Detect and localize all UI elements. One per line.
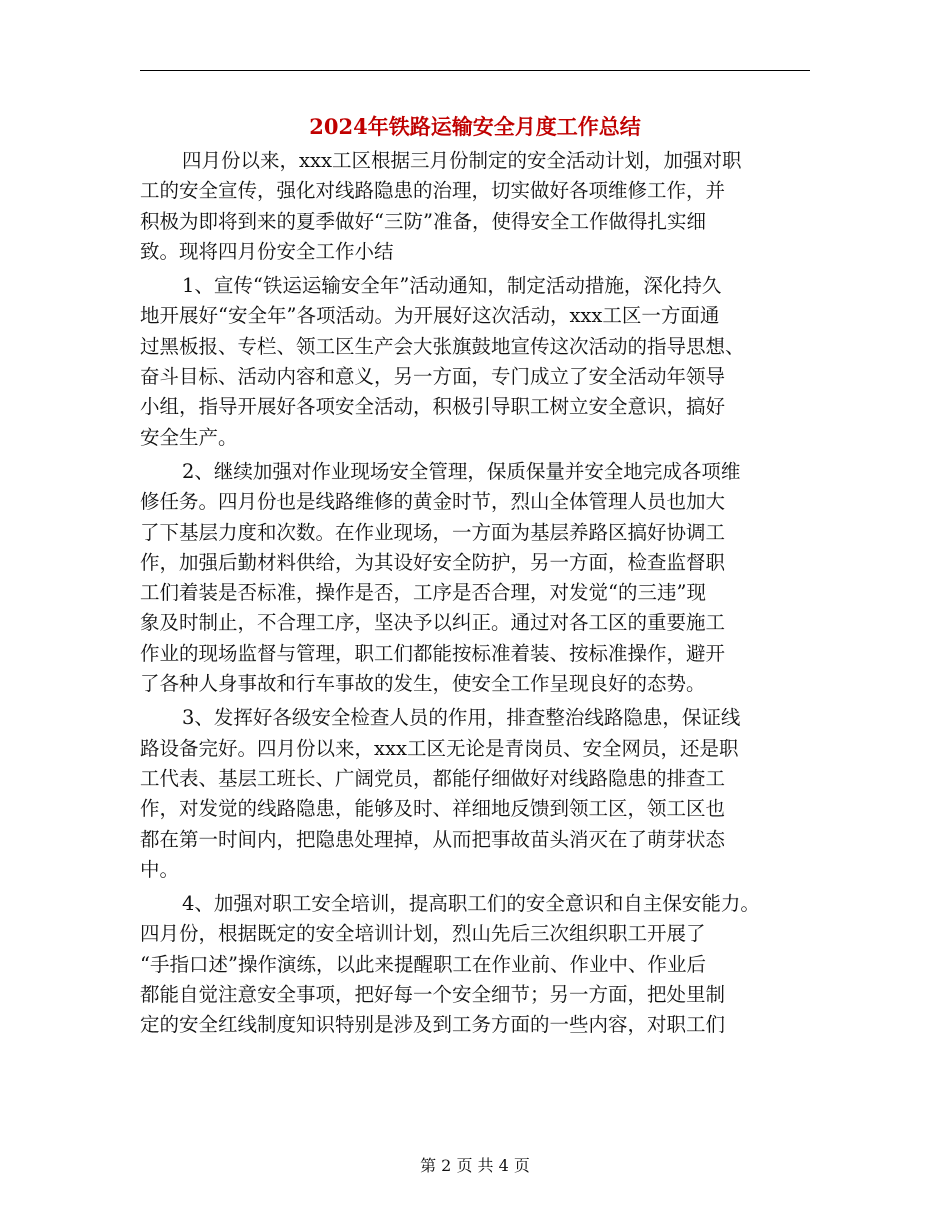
text-line: 地开展好“安全年”各项活动。为开展好这次活动，xxx工区一方面通 <box>140 304 720 328</box>
text-line: 作，加强后勤材料供给，为其设好安全防护，另一方面，检查监督职 <box>140 550 726 574</box>
text-line: 工的安全宣传，强化对线路隐患的治理，切实做好各项维修工作，并 <box>140 179 726 203</box>
text-line: 安全生产。 <box>140 425 238 449</box>
text-line: 奋斗目标、活动内容和意义，另一方面，专门成立了安全活动年领导 <box>140 365 726 389</box>
text-line: 中。 <box>140 857 180 881</box>
paragraph-intro <box>140 146 820 267</box>
text-line: 2、继续加强对作业现场安全管理，保质保量并安全地完成各项维 <box>182 459 741 483</box>
text-line: 定的安全红线制度知识特别是涉及到工务方面的一些内容，对职工们 <box>140 1013 726 1037</box>
text-line: 路设备完好。四月份以来，xxx工区无论是青岗员、安全网员，还是职 <box>140 736 739 760</box>
paragraph-item-3 <box>140 703 820 885</box>
text-line: 致。现将四月份安全工作小结 <box>140 239 394 263</box>
text-line: 作业的现场监督与管理，职工们都能按标准着装、按标准操作，避开 <box>140 641 726 665</box>
text-line: 了各种人身事故和行车事故的发生，使安全工作呈现良好的态势。 <box>140 672 706 696</box>
text-line: 工代表、基层工班长、广阔党员，都能仔细做好对线路隐患的排查工 <box>140 766 726 790</box>
text-line: 工们着装是否标准，操作是否，工序是否合理，对发觉“的三违”现 <box>140 581 706 605</box>
text-line: 都在第一时间内，把隐患处理掉，从而把事故苗头消灭在了萌芽状态 <box>140 827 726 851</box>
page-number-footer: 第 2 页 共 4 页 <box>420 1156 530 1175</box>
text-line: 修任务。四月份也是线路维修的黄金时节，烈山全体管理人员也加大 <box>140 490 726 514</box>
text-line: 过黑板报、专栏、领工区生产会大张旗鼓地宣传这次活动的指导思想、 <box>140 334 745 358</box>
document-title: 2024年铁路运输安全月度工作总结 <box>309 114 641 139</box>
header-rule <box>140 70 810 71</box>
text-line: “手指口述”操作演练，以此来提醒职工在作业前、作业中、作业后 <box>140 952 706 976</box>
text-line: 都能自觉注意安全事项，把好每一个安全细节；另一方面，把处里制 <box>140 983 726 1007</box>
text-line: 4、加强对职工安全培训，提高职工们的安全意识和自主保安能力。 <box>182 892 760 916</box>
paragraph-item-2 <box>140 457 820 699</box>
text-line: 作，对发觉的线路隐患，能够及时、祥细地反馈到领工区，领工区也 <box>140 797 726 821</box>
text-line: 小组，指导开展好各项安全活动，积极引导职工树立安全意识，搞好 <box>140 395 726 419</box>
document-body <box>140 146 820 1045</box>
text-line: 象及时制止，不合理工序，坚决予以纠正。通过对各工区的重要施工 <box>140 611 726 635</box>
paragraph-item-1 <box>140 271 820 453</box>
text-line: 积极为即将到来的夏季做好“三防”准备，使得安全工作做得扎实细 <box>140 209 706 233</box>
text-line: 四月份以来，xxx工区根据三月份制定的安全活动计划，加强对职 <box>182 149 742 172</box>
text-line: 3、发挥好各级安全检查人员的作用，排查整治线路隐患，保证线 <box>182 706 741 730</box>
text-line: 1、宣传“铁运运输安全年”活动通知，制定活动措施，深化持久 <box>182 274 722 298</box>
paragraph-item-4 <box>140 889 820 1040</box>
text-line: 四月份，根据既定的安全培训计划，烈山先后三次组织职工开展了 <box>140 922 706 946</box>
text-line: 了下基层力度和次数。在作业现场，一方面为基层养路区搞好协调工 <box>140 520 726 544</box>
